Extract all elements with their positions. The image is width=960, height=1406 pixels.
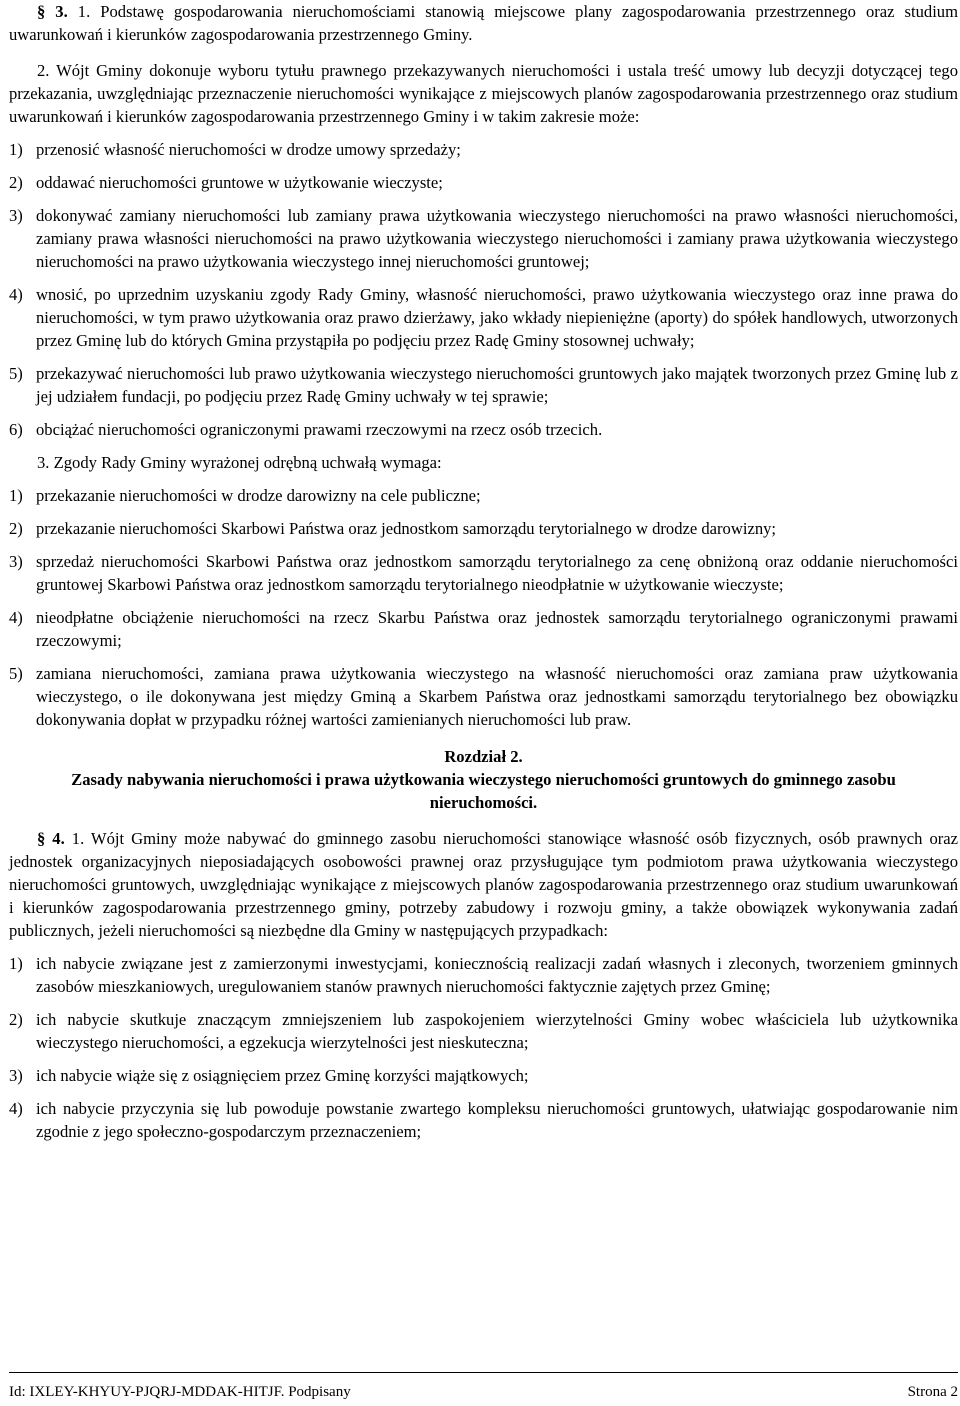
list-item	[9, 138, 958, 161]
section-4-mark: § 4.	[37, 829, 65, 848]
list-item	[9, 606, 958, 652]
list-item-number: 3)	[9, 206, 23, 225]
section-3-paragraph-3: 3. Zgody Rady Gminy wyrażonej odrębną uchwałą wymaga:	[37, 453, 442, 472]
list-item-text: nieodpłatne obciążenie nieruchomości na rzecz Skarbu Państwa oraz jednostek samorządu terytorialnego ograniczonymi prawami rzeczowymi;	[36, 608, 958, 650]
list-item-text: ich nabycie przyczynia się lub powoduje powstanie zwartego kompleksu nieruchomości gruntowych, ułatwiając gospodarowanie nim zgodnie z jego społeczno-gospodarczym przeznaczeniem;	[36, 1099, 958, 1141]
list-item-text: obciążać nieruchomości ograniczonymi prawami rzeczowymi na rzecz osób trzecich.	[36, 420, 603, 439]
list-item-number: 5)	[9, 664, 23, 683]
list-item	[9, 283, 958, 352]
list-item-number: 5)	[9, 364, 23, 383]
list-item-text: zamiana nieruchomości, zamiana prawa użytkowania wieczystego na własność nieruchomości oraz zamiana praw użytkowania wieczystego, o ile dokonywana jest między Gminą a Skarbem Państwa oraz jednostkami samorządu terytorialnego bez obowiązku dokonywania dopłat w przypadku różnej wartości zamienianych nieruchomości lub praw.	[36, 664, 958, 729]
chapter-heading	[9, 745, 958, 814]
list-item	[9, 418, 958, 441]
list-item-text: przenosić własność nieruchomości w drodze umowy sprzedaży;	[36, 140, 461, 159]
page-footer	[9, 1372, 958, 1400]
list-item	[9, 204, 958, 273]
list-item-text: ich nabycie skutkuje znaczącym zmniejszeniem lub zaspokojeniem wierzytelności Gminy wobec właściciela lub użytkownika wieczystego nieruchomości, a egzekucja wierzytelności jest nieskuteczna;	[36, 1010, 958, 1052]
page-number: Strona 2	[907, 1384, 958, 1400]
list-item-text: ich nabycie związane jest z zamierzonymi inwestycjami, koniecznością realizacji zadań własnych i zleconych, tworzeniem gminnych zasobów mieszkaniowych, uregulowaniem stanów prawnych nieruchomości faktycznie zajętych przez Gminę;	[36, 954, 958, 996]
list-item	[9, 484, 958, 507]
list-item-number: 3)	[9, 1066, 23, 1085]
list-item-text: przekazanie nieruchomości w drodze darowizny na cele publiczne;	[36, 486, 481, 505]
document-page	[9, 0, 958, 1153]
section-3-paragraph-2: 2. Wójt Gminy dokonuje wyboru tytułu prawnego przekazywanych nieruchomości i ustala treść umowy lub decyzji dotyczącej tego przekazania, uwzględniając przeznaczenie nieruchomości wynikające z miejscowych planów zagospodarowania przestrzennego oraz studium uwarunkowań i kierunków zagospodarowania przestrzennego Gminy i w takim zakresie może:	[9, 61, 958, 126]
list-item	[9, 1097, 958, 1143]
section-4-p1-text: 1. Wójt Gminy może nabywać do gminnego zasobu nieruchomości stanowiące własność osób fizycznych, osób prawnych oraz jednostek organizacyjnych nieposiadających osobowości prawnej oraz przysługujące tym podmiotom prawa użytkowania wieczystego nieruchomości gruntowych, uwzględniając wynikające z miejscowych planów zagospodarowania przestrzennego oraz studium uwarunkowań i kierunków zagospodarowania przestrzennego gminy, potrzeby zabudowy i rozwoju gminy, a także obowiązek wykonywania zadań publicznych, jeżeli nieruchomości są niezbędne dla Gminy w następujących przypadkach:	[9, 829, 959, 940]
list-item-text: oddawać nieruchomości gruntowe w użytkowanie wieczyste;	[36, 173, 443, 192]
list-item-number: 2)	[9, 519, 23, 538]
list-item-text: przekazywać nieruchomości lub prawo użytkowania wieczystego nieruchomości gruntowych jako majątek tworzonych przez Gminę lub z jej udziałem fundacji, po podjęciu przez Radę Gminy uchwały w tej sprawie;	[36, 364, 958, 406]
list-item	[9, 171, 958, 194]
document-id: Id: IXLEY-KHYUY-PJQRJ-MDDAK-HITJF. Podpisany	[9, 1384, 351, 1400]
chapter-label: Rozdział 2.	[444, 747, 523, 766]
chapter-title: Zasady nabywania nieruchomości i prawa użytkowania wieczystego nieruchomości gruntowych do gminnego zasobu nieruchomości.	[71, 770, 896, 812]
section-4-paragraph-1	[9, 827, 958, 942]
section-4-list	[9, 952, 958, 1143]
list-item-text: sprzedaż nieruchomości Skarbowi Państwa oraz jednostkom samorządu terytorialnego za cenę obniżoną oraz oddanie nieruchomości gruntowej Skarbowi Państwa oraz jednostkom samorządu terytorialnego nieodpłatnie w użytkowanie wieczyste;	[36, 552, 958, 594]
section-3-p2-list	[9, 138, 958, 441]
list-item	[9, 550, 958, 596]
list-item-text: przekazanie nieruchomości Skarbowi Państwa oraz jednostkom samorządu terytorialnego w drodze darowizny;	[36, 519, 777, 538]
list-item-text: dokonywać zamiany nieruchomości lub zamiany prawa użytkowania wieczystego nieruchomości na prawo własności nieruchomości, zamiany prawa własności nieruchomości na prawo użytkowania wieczystego nieruchomości i zamiany prawa użytkowania wieczystego nieruchomości na prawo użytkowania wieczystego innej nieruchomości gruntowej;	[36, 206, 958, 271]
section-3-p1-text: 1. Podstawę gospodarowania nieruchomościami stanowią miejscowe plany zagospodarowania przestrzennego oraz studium uwarunkowań i kierunków zagospodarowania przestrzennego Gminy.	[9, 2, 959, 44]
list-item-text: wnosić, po uprzednim uzyskaniu zgody Rady Gminy, własność nieruchomości, prawo użytkowania wieczystego oraz inne prawa do nieruchomości, w tym prawo użytkowania oraz prawo dzierżawy, jako wkłady niepieniężne (aporty) do spółek handlowych, utworzonych przez Gminę lub do których Gmina przystąpiła po podjęciu przez Radę Gminy stosownej uchwały;	[36, 285, 958, 350]
section-3-p3-list	[9, 484, 958, 731]
list-item-number: 4)	[9, 608, 23, 627]
list-item-number: 1)	[9, 486, 23, 505]
list-item-number: 2)	[9, 1010, 23, 1029]
list-item	[9, 1064, 958, 1087]
section-3-paragraph-1	[9, 0, 958, 46]
list-item-number: 6)	[9, 420, 23, 439]
list-item-number: 1)	[9, 140, 23, 159]
list-item-text: ich nabycie wiąże się z osiągnięciem przez Gminę korzyści majątkowych;	[36, 1066, 529, 1085]
list-item-number: 3)	[9, 552, 23, 571]
list-item-number: 4)	[9, 1099, 23, 1118]
list-item-number: 4)	[9, 285, 23, 304]
list-item-number: 1)	[9, 954, 23, 973]
list-item	[9, 662, 958, 731]
list-item	[9, 1008, 958, 1054]
list-item	[9, 517, 958, 540]
list-item	[9, 362, 958, 408]
list-item-number: 2)	[9, 173, 23, 192]
section-3-mark: § 3.	[37, 2, 68, 21]
list-item	[9, 952, 958, 998]
